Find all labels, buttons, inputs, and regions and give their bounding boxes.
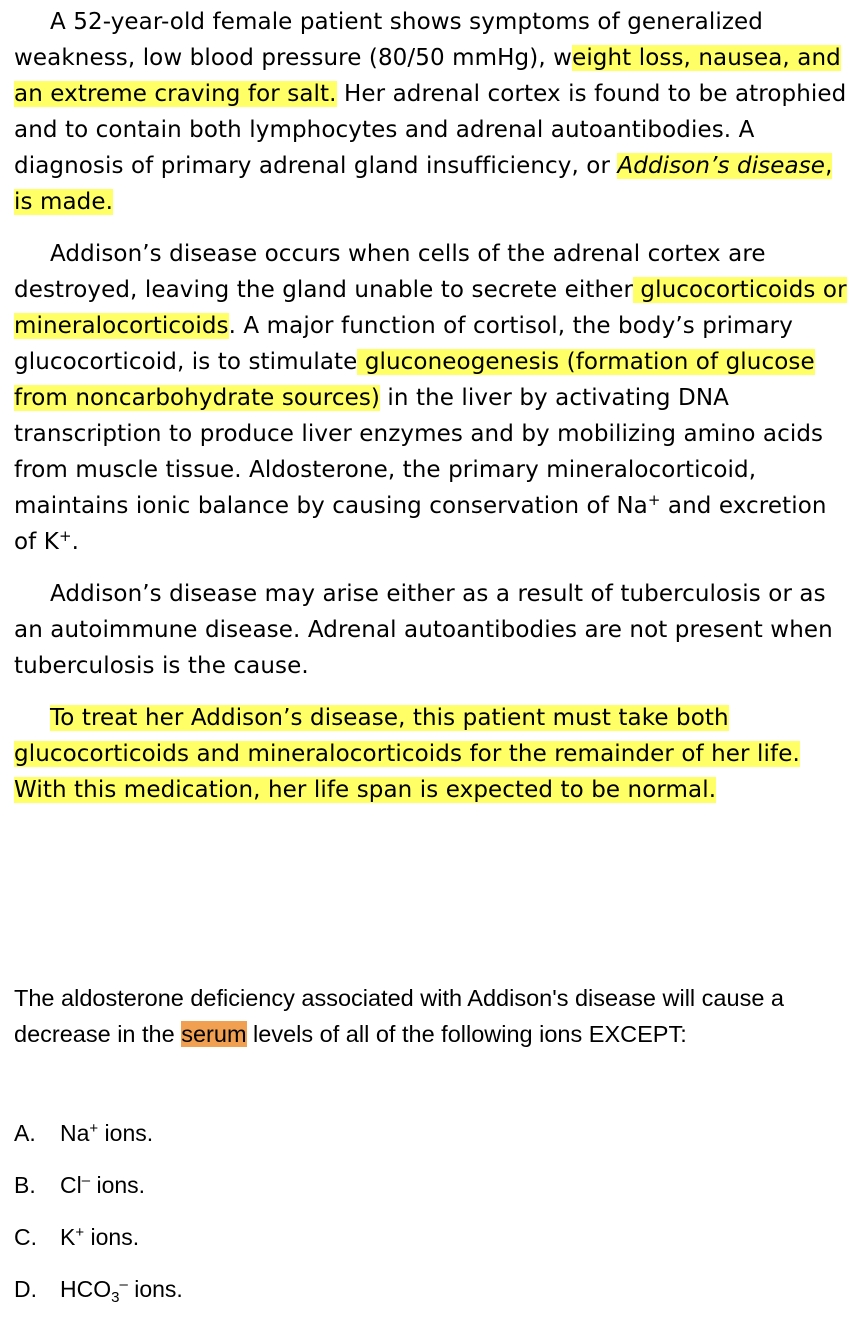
- text: .: [71, 529, 80, 555]
- text: The aldosterone deficiency associated with Addison's disease will cause a decrease in the: [14, 985, 784, 1047]
- ion-symbol: HCO: [60, 1276, 112, 1302]
- answer-choice-d[interactable]: [14, 1276, 850, 1328]
- text: levels of all of the following ions EXCEPT:: [246, 1021, 687, 1047]
- charge: –: [81, 1172, 91, 1189]
- ion-symbol: Cl: [60, 1172, 82, 1198]
- choice-rest: ions.: [127, 1276, 183, 1302]
- text: Addison’s disease occurs when cells of the adrenal cortex are destroyed, leaving the gland unable to secrete either: [14, 241, 766, 303]
- choice-text: [60, 1276, 183, 1306]
- answer-choice-a[interactable]: [14, 1120, 850, 1172]
- charge: +: [75, 1224, 85, 1241]
- passage-paragraph-1: [14, 0, 850, 220]
- choice-text: [60, 1172, 145, 1199]
- choice-rest: ions.: [90, 1172, 146, 1198]
- choice-letter: C.: [14, 1224, 37, 1250]
- choice-letter: B.: [14, 1172, 36, 1198]
- charge: –: [119, 1276, 128, 1293]
- passage: [14, 0, 850, 808]
- highlighted-text[interactable]: glucocorticoids or mineralocorticoids: [14, 277, 847, 339]
- highlighted-text[interactable]: serum: [181, 1021, 247, 1047]
- answer-choice-b[interactable]: [14, 1172, 850, 1224]
- passage-paragraph-4: [14, 700, 850, 808]
- superscript: +: [647, 491, 661, 509]
- text: . A major function of cortisol, the body’s primary glucocorticoid, is to stimulate: [14, 313, 793, 375]
- ion-symbol: Na: [60, 1120, 90, 1146]
- subscript: 3: [111, 1289, 120, 1306]
- choice-text: [60, 1224, 139, 1251]
- charge: +: [89, 1120, 99, 1137]
- text: A 52-year-old female patient shows symptoms of generalized weakness, low blood pressure (80/50 mmHg), w: [14, 9, 763, 71]
- choice-rest: ions.: [98, 1120, 154, 1146]
- choice-rest: ions.: [84, 1224, 140, 1250]
- choice-text: [60, 1120, 153, 1147]
- answer-choices: [14, 1120, 850, 1328]
- text: in the liver by activating DNA transcription to produce liver enzymes and by mobilizing amino acids from muscle tissue. Aldosterone, the primary mineralocorticoid, maintains ionic balance by causing conservation of Na: [14, 385, 824, 519]
- text: Her adrenal cortex is found to be atrophied and to contain both lymphocytes and adrenal autoantibodies. A diagnosis of primary adrenal gland insufficiency, or: [14, 81, 847, 179]
- question-stem: [14, 980, 850, 1052]
- choice-letter: D.: [14, 1276, 37, 1302]
- superscript: +: [58, 527, 72, 545]
- highlighted-text[interactable]: gluconeogenesis (formation of glucose from noncarbohydrate sources): [14, 349, 815, 411]
- italic-text: Addison’s disease: [617, 153, 826, 179]
- text: and excretion of K: [14, 493, 827, 555]
- highlighted-text[interactable]: To treat her Addison’s disease, this patient must take both glucocorticoids and mineralocorticoids for the remainder of her life. With this medication, her life span is expected to be normal.: [14, 705, 800, 803]
- passage-paragraph-3: Addison’s disease may arise either as a result of tuberculosis or as an autoimmune disease. Adrenal autoantibodies are not present when tuberculosis is the cause.: [14, 581, 833, 679]
- answer-choice-c[interactable]: [14, 1224, 850, 1276]
- ion-symbol: K: [60, 1224, 76, 1250]
- highlighted-text[interactable]: eight loss, nausea, and an extreme craving for salt.: [14, 45, 841, 107]
- text: , is made.: [14, 153, 833, 215]
- passage-paragraph-2: [14, 236, 850, 560]
- choice-letter: A.: [14, 1120, 36, 1146]
